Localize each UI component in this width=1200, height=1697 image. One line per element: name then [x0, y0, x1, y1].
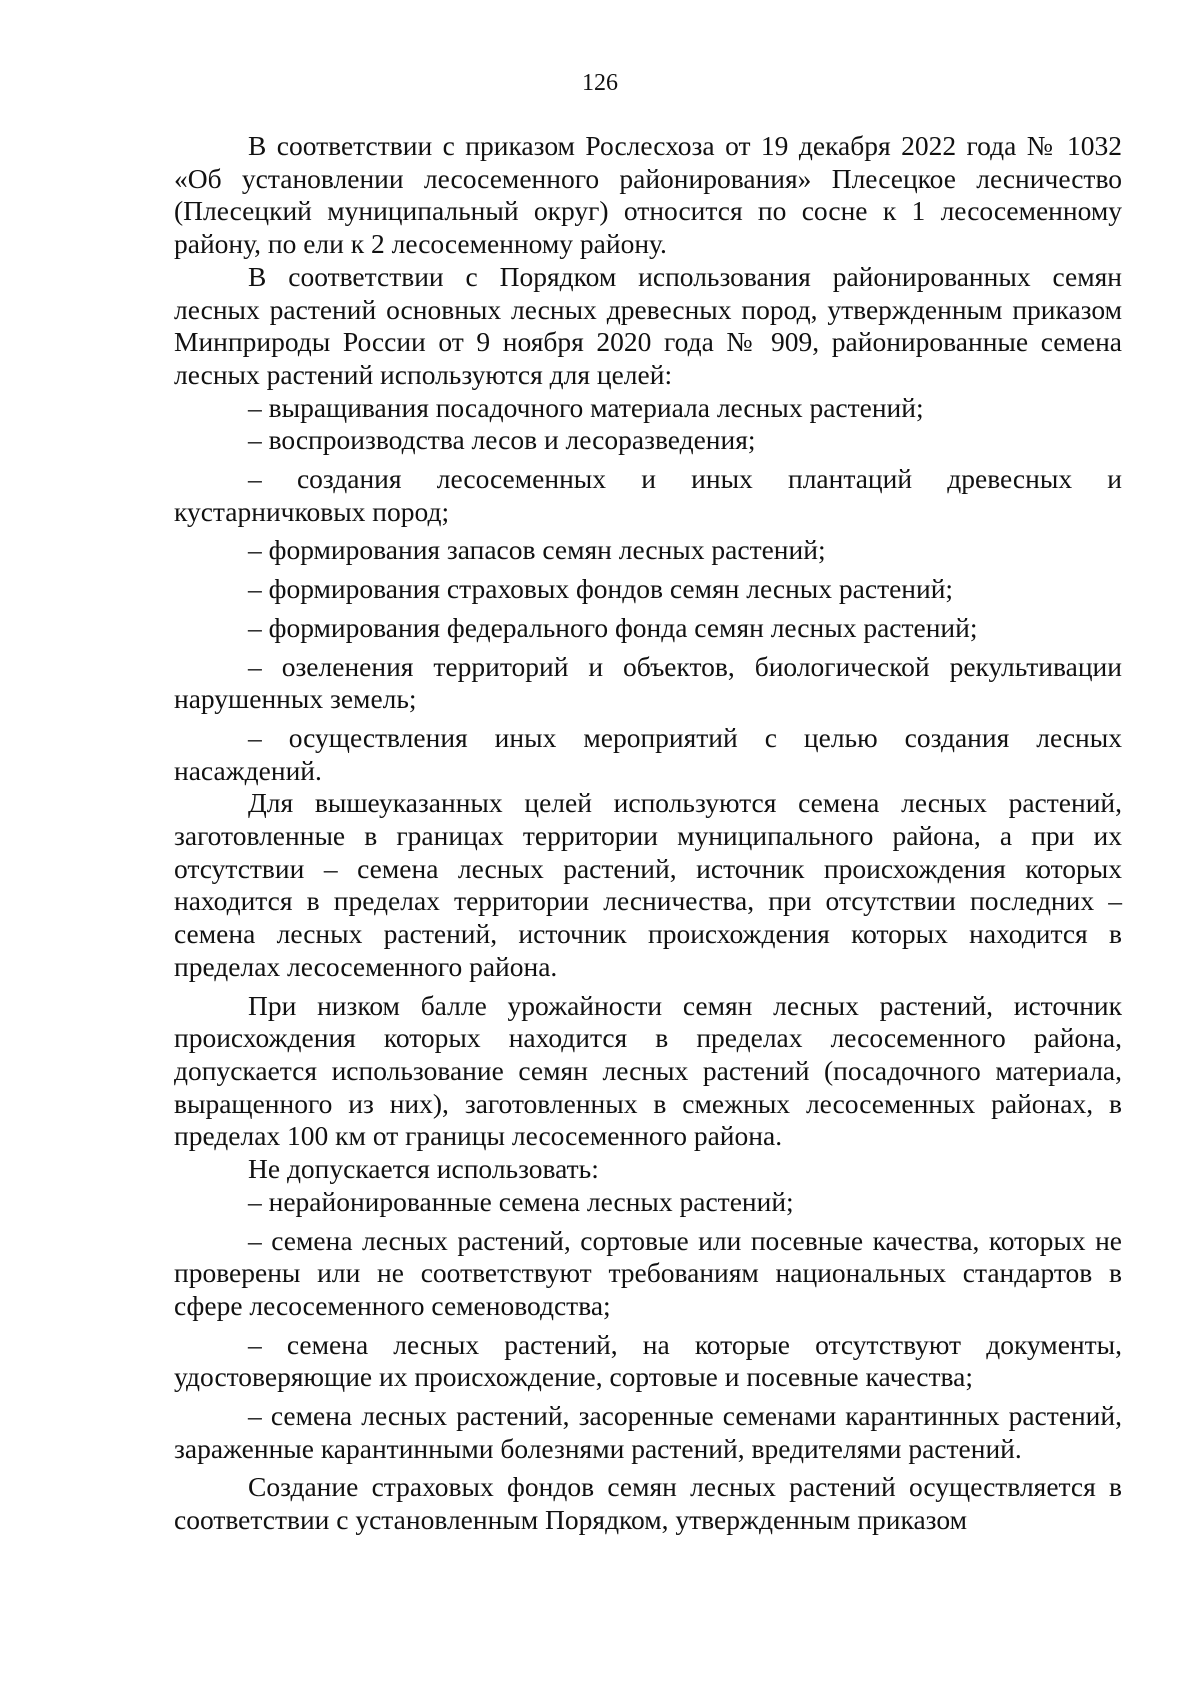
document-body — [174, 130, 1122, 1537]
list-item-undocumented-seeds: – семена лесных растений, на которые отсутствуют документы, удостоверяющие их происхождение, сортовые и посевные качества; — [174, 1328, 1122, 1393]
page-number: 126 — [582, 70, 618, 96]
list-item-planting-material: – выращивания посадочного материала лесных растений; — [248, 391, 924, 423]
list-item-unzoned-seeds: – нерайонированные семена лесных растений; — [248, 1185, 794, 1217]
list-item-insurance-funds: – формирования страховых фондов семян лесных растений; — [248, 573, 954, 605]
list-item-plantations: – создания лесосеменных и иных плантаций древесных и кустарничковых пород; — [174, 463, 1122, 527]
list-item-seed-stocks: – формирования запасов семян лесных растений; — [248, 534, 826, 566]
list-item-unchecked-seeds: – семена лесных растений, сортовые или посевные качества, которых не проверены или не соответствуют требованиям национальных стандартов в сфере лесосеменного семеноводства; — [174, 1224, 1122, 1321]
paragraph-prohibited-heading: Не допускается использовать: — [248, 1153, 599, 1185]
paragraph-insurance-funds: Создание страховых фондов семян лесных растений осуществляется в соответствии с установленным Порядком, утвержденным приказом — [174, 1471, 1122, 1536]
list-item-reforestation: – воспроизводства лесов и лесоразведения; — [248, 424, 756, 456]
paragraph-zoning: В соответствии с приказом Рослесхоза от 19 декабря 2022 года № 1032 «Об установлении лесосеменного районирования» Плесецкое лесничество (Плесецкий муниципальный округ) относится по сосне к 1 лесосеменному району, по ели к 2 лесосеменному району. — [174, 130, 1122, 260]
paragraph-low-yield: При низком балле урожайности семян лесных растений, источник происхождения которых находится в пределах лесосеменного района, допускается использование семян лесных растений (посадочного материала, выращенного из них), заготовленных в смежных лесосеменных районах, в пределах 100 км от границы лесосеменного района. — [174, 989, 1122, 1152]
list-item-federal-fund: – формирования федерального фонда семян лесных растений; — [248, 611, 978, 643]
list-item-contaminated-seeds: – семена лесных растений, засоренные семенами карантинных растений, зараженные карантинными болезнями растений, вредителями растений. — [174, 1400, 1122, 1464]
list-item-other-measures: – осуществления иных мероприятий с целью создания лесных насаждений. — [174, 721, 1122, 786]
paragraph-seed-sources: Для вышеуказанных целей используются семена лесных растений, заготовленные в границах территории муниципального района, а при их отсутствии – семена лесных растений, источник происхождения которых находится в пределах территории лесничества, при отсутствии последних – семена лесных растений, источник происхождения которых находится в пределах лесосеменного района. — [174, 787, 1122, 982]
paragraph-usage-order: В соответствии с Порядком использования районированных семян лесных растений основных лесных древесных пород, утвержденным приказом Минприроды России от 9 ноября 2020 года № 909, районированные семена лесных растений используются для целей: — [174, 260, 1122, 390]
list-item-landscaping: – озеленения территорий и объектов, биологической рекультивации нарушенных земель; — [174, 650, 1122, 715]
